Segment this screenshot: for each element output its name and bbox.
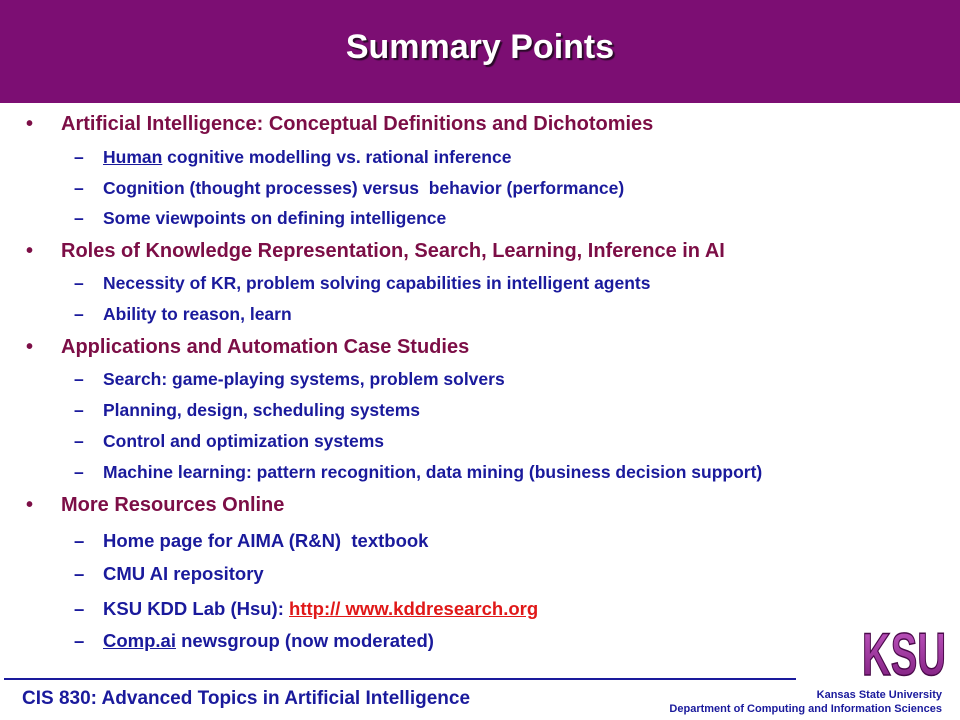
- bullet-heading: More Resources Online: [61, 494, 285, 516]
- sub-item-text: Home page for AIMA (R&N) textbook: [103, 530, 429, 551]
- comp-ai-link[interactable]: Comp.ai: [103, 630, 176, 651]
- dash-glyph: –: [74, 369, 84, 389]
- dash-glyph: –: [74, 563, 85, 584]
- bullet-glyph: •: [26, 113, 34, 135]
- dash-glyph: –: [74, 147, 84, 167]
- dash-glyph: –: [74, 598, 85, 619]
- sub-item-text: Search: game-playing systems, problem solvers: [103, 369, 505, 389]
- sub-item-text: newsgroup (now moderated): [175, 630, 434, 651]
- ksu-logo: [861, 620, 947, 682]
- dash-glyph: –: [74, 431, 84, 451]
- bullet-glyph: •: [26, 494, 34, 516]
- dash-glyph: –: [74, 462, 84, 482]
- dash-glyph: –: [74, 208, 84, 228]
- sub-item-text: Ability to reason, learn: [103, 304, 292, 324]
- sub-item-text: Necessity of KR, problem solving capabilities in intelligent agents: [103, 273, 651, 293]
- dash-glyph: –: [74, 273, 84, 293]
- sub-item-text: CMU AI repository: [103, 563, 264, 584]
- department-name: Department of Computing and Information Sciences: [669, 703, 942, 715]
- sub-item-text: Some viewpoints on defining intelligence: [103, 208, 447, 228]
- kddresearch-url-link[interactable]: http:// www.kddresearch.org: [289, 598, 539, 619]
- bullet-heading: Artificial Intelligence: Conceptual Definitions and Dichotomies: [61, 113, 654, 135]
- human-link[interactable]: Human: [103, 147, 163, 167]
- slide-title: Summary Points: [345, 28, 615, 66]
- dash-glyph: –: [74, 400, 84, 420]
- footer-divider: [4, 678, 796, 680]
- course-title: CIS 830: Advanced Topics in Artificial Intelligence: [22, 688, 471, 709]
- dash-glyph: –: [74, 304, 84, 324]
- bullet-heading: Applications and Automation Case Studies: [61, 336, 470, 358]
- sub-item-text: Planning, design, scheduling systems: [103, 400, 421, 420]
- sub-item-text: cognitive modelling vs. rational inference: [162, 147, 512, 167]
- logo-text: KSU: [862, 621, 946, 682]
- university-block: [669, 689, 942, 716]
- bullet-heading: Roles of Knowledge Representation, Search, Learning, Inference in AI: [61, 240, 725, 262]
- university-name: Kansas State University: [816, 689, 942, 701]
- dash-glyph: –: [74, 178, 84, 198]
- sub-item-text: KSU KDD Lab (Hsu):: [103, 598, 290, 619]
- bullet-glyph: •: [26, 240, 34, 262]
- sub-item-text: Cognition (thought processes) versus behavior (performance): [103, 178, 625, 198]
- sub-item-text: Control and optimization systems: [103, 431, 384, 451]
- dash-glyph: –: [74, 630, 85, 651]
- bullet-glyph: •: [26, 336, 34, 358]
- dash-glyph: –: [74, 530, 85, 551]
- sub-item-text: Machine learning: pattern recognition, data mining (business decision support): [103, 462, 763, 482]
